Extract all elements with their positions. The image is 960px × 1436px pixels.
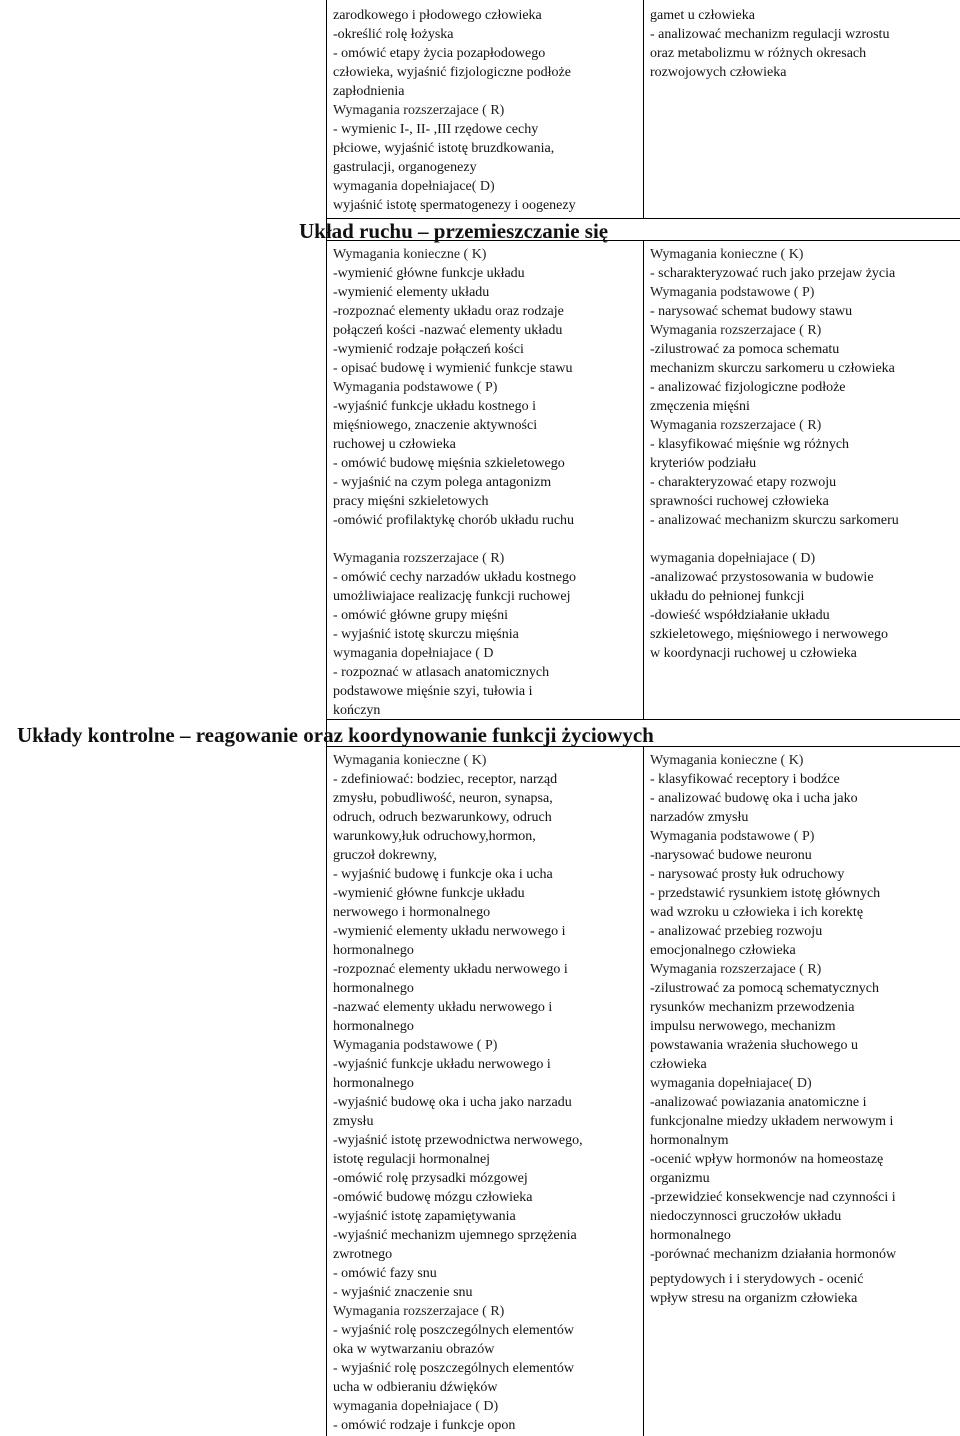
text-line: -zilustrować za pomocą schematycznych <box>650 981 879 996</box>
text-line: sprawności ruchowej człowieka <box>650 494 829 509</box>
text-line: rysunków mechanizm przewodzenia <box>650 1000 855 1015</box>
text-line: niedoczynnosci gruczołów układu <box>650 1209 842 1224</box>
text-line: -rozpoznać elementy układu nerwowego i <box>333 962 568 977</box>
text-line: -określić rolę łożyska <box>333 27 454 42</box>
text-line: -wymienić elementy układu <box>333 285 490 300</box>
text-line: Wymagania rozszerzajace ( R) <box>650 323 822 338</box>
text-line: człowieka <box>650 1057 707 1072</box>
text-line: -ocenić wpływ hormonów na homeostazę <box>650 1152 884 1167</box>
text-line: - wymienic I-, II- ,III rzędowe cechy <box>333 122 539 137</box>
text-line: wymagania dopełniajace( D) <box>650 1076 812 1091</box>
text-line: -omówić budowę mózgu człowieka <box>333 1190 533 1205</box>
text-line: wymagania dopełniajace ( D) <box>333 1399 499 1414</box>
text-line: hormonalnego <box>333 981 414 996</box>
text-line: - omówić główne grupy mięśni <box>333 608 508 623</box>
text-line: -wyjaśnić istotę zapamiętywania <box>333 1209 516 1224</box>
column-divider-top <box>643 0 644 218</box>
s1-right-column-b <box>650 549 888 663</box>
text-line: hormonalnym <box>650 1133 729 1148</box>
text-line: peptydowych i i sterydowych - ocenić <box>650 1272 864 1287</box>
section-title-uklady-kontrolne: Układy kontrolne – reagowanie oraz koordynowanie funkcji życiowych <box>17 723 654 747</box>
text-line: połączeń kości -nazwać elementy układu <box>333 323 563 338</box>
text-line: - wyjaśnić budowę i funkcje oka i ucha <box>333 867 553 882</box>
text-line: gruczoł dokrewny, <box>333 848 438 863</box>
text-line: Wymagania rozszerzajace ( R) <box>333 551 505 566</box>
text-line: - omówić budowę mięśnia szkieletowego <box>333 456 565 471</box>
text-line: szkieletowego, mięśniowego i nerwowego <box>650 627 888 642</box>
text-line: Wymagania rozszerzajace ( R) <box>650 962 822 977</box>
text-line: - wyjaśnić znaczenie snu <box>333 1285 473 1300</box>
text-line: - rozpoznać w atlasach anatomicznych <box>333 665 550 680</box>
text-line: Wymagania rozszerzajace ( R) <box>333 103 505 118</box>
text-line: - omówić cechy narzadów układu kostnego <box>333 570 576 585</box>
text-line: - analizować budowę oka i ucha jako <box>650 791 858 806</box>
text-line: Wymagania konieczne ( K) <box>650 753 804 768</box>
text-line: - wyjaśnić rolę poszczególnych elementów <box>333 1361 575 1376</box>
text-line: oraz metabolizmu w różnych okresach <box>650 46 867 61</box>
text-line: -wyjaśnić budowę oka i ucha jako narzadu <box>333 1095 572 1110</box>
text-line: nerwowego i hormonalnego <box>333 905 491 920</box>
text-line: wymagania dopełniajace ( D <box>333 646 494 661</box>
text-line: -zilustrować za pomoca schematu <box>650 342 840 357</box>
text-line: gastrulacji, organogenezy <box>333 160 477 175</box>
text-line: gamet u człowieka <box>650 8 755 23</box>
text-line: ruchowej u człowieka <box>333 437 456 452</box>
text-line: Wymagania podstawowe ( P) <box>650 829 815 844</box>
text-line: mięśniowego, znaczenie aktywności <box>333 418 538 433</box>
text-line: - omówić fazy snu <box>333 1266 437 1281</box>
text-line: -omówić rolę przysadki mózgowej <box>333 1171 528 1186</box>
text-line: - wyjaśnić na czym polega antagonizm <box>333 475 552 490</box>
text-line: -wymienić główne funkcje układu <box>333 886 525 901</box>
section-title-uklad-ruchu: Układ ruchu – przemieszczanie się <box>299 219 609 243</box>
text-line: wyjaśnić istotę spermatogenezy i oogenezy <box>333 198 576 213</box>
text-line: - narysować schemat budowy stawu <box>650 304 853 319</box>
text-line: zwrotnego <box>333 1247 393 1262</box>
text-line: wymagania dopełniajace( D) <box>333 179 495 194</box>
text-line: układu do pełnionej funkcji <box>650 589 805 604</box>
text-line: Wymagania podstawowe ( P) <box>333 1038 498 1053</box>
text-line: -nazwać elementy układu nerwowego i <box>333 1000 553 1015</box>
s1-right-column-a <box>650 245 899 530</box>
s2-right-column-a <box>650 751 896 1264</box>
s2-right-column-b <box>650 1270 863 1308</box>
text-line: -wymienić rodzaje połączeń kości <box>333 342 524 357</box>
text-line: Wymagania konieczne ( K) <box>650 247 804 262</box>
text-line: hormonalnego <box>650 1228 731 1243</box>
text-line: -analizować przystosowania w budowie <box>650 570 874 585</box>
text-line: wpływ stresu na organizm człowieka <box>650 1291 858 1306</box>
top-right-column <box>650 6 889 82</box>
text-line: -narysować budowe neuronu <box>650 848 812 863</box>
text-line: kończyn <box>333 703 381 718</box>
column-divider <box>643 240 644 719</box>
text-line: człowieka, wyjaśnić fizjologiczne podłoże <box>333 65 571 80</box>
text-line: umożliwiajace realizację funkcji ruchowej <box>333 589 571 604</box>
s1-left-column-a <box>333 245 574 530</box>
text-line: zmęczenia mięśni <box>650 399 750 414</box>
text-line: powstawania wrażenia słuchowego u <box>650 1038 858 1053</box>
text-line: -dowieść współdziałanie układu <box>650 608 830 623</box>
text-line: - narysować prosty łuk odruchowy <box>650 867 845 882</box>
text-line: - klasyfikować mięśnie wg różnych <box>650 437 850 452</box>
text-line: - wyjaśnić rolę poszczególnych elementów <box>333 1323 575 1338</box>
text-line: - przedstawić rysunkiem istotę głównych <box>650 886 881 901</box>
text-line: - opisać budowę i wymienić funkcje stawu <box>333 361 573 376</box>
text-line: -analizować powiazania anatomiczne i <box>650 1095 867 1110</box>
s2-left-column <box>333 751 583 1435</box>
text-line: zapłodnienia <box>333 84 405 99</box>
text-line: -porównać mechanizm działania hormonów <box>650 1247 897 1262</box>
text-line: istotę regulacji hormonalnej <box>333 1152 491 1167</box>
text-line: - klasyfikować receptory i bodźce <box>650 772 840 787</box>
text-line: -wymienić elementy układu nerwowego i <box>333 924 566 939</box>
text-line: - scharakteryzować ruch jako przejaw życia <box>650 266 896 281</box>
text-line: mechanizm skurczu sarkomeru u człowieka <box>650 361 895 376</box>
text-line: Wymagania podstawowe ( P) <box>650 285 815 300</box>
text-line: zmysłu <box>333 1114 374 1129</box>
text-line: -przewidzieć konsekwencje nad czynności i <box>650 1190 896 1205</box>
text-line: zmysłu, pobudliwość, neuron, synapsa, <box>333 791 553 806</box>
text-line: Wymagania rozszerzajace ( R) <box>650 418 822 433</box>
text-line: pracy mięśni szkieletowych <box>333 494 489 509</box>
text-line: emocjonalnego człowieka <box>650 943 796 958</box>
text-line: hormonalnego <box>333 1019 414 1034</box>
text-line: Wymagania podstawowe ( P) <box>333 380 498 395</box>
text-line: w koordynacji ruchowej u człowieka <box>650 646 857 661</box>
text-line: organizmu <box>650 1171 710 1186</box>
text-line: rozwojowych człowieka <box>650 65 787 80</box>
text-line: -wyjaśnić funkcje układu nerwowego i <box>333 1057 551 1072</box>
text-line: wymagania dopełniajace ( D) <box>650 551 816 566</box>
text-line: oka w wytwarzaniu obrazów <box>333 1342 495 1357</box>
text-line: - charakteryzować etapy rozwoju <box>650 475 837 490</box>
text-line: warunkowy,łuk odruchowy,hormon, <box>333 829 536 844</box>
text-line: - omówić etapy życia pozapłodowego <box>333 46 546 61</box>
text-line: funkcjonalne miedzy układem nerwowym i <box>650 1114 894 1129</box>
text-line: -rozpoznać elementy układu oraz rodzaje <box>333 304 564 319</box>
text-line: - omówić rodzaje i funkcje opon <box>333 1418 516 1433</box>
text-line: -wyjaśnić mechanizm ujemnego sprzężenia <box>333 1228 577 1243</box>
text-line: hormonalnego <box>333 943 414 958</box>
text-line: odruch, odruch bezwarunkowy, odruch <box>333 810 552 825</box>
text-line: -wyjaśnić funkcje układu kostnego i <box>333 399 536 414</box>
top-left-column <box>333 6 576 215</box>
text-line: -wymienić główne funkcje układu <box>333 266 525 281</box>
text-line: - analizować fizjologiczne podłoże <box>650 380 846 395</box>
text-line: - analizować mechanizm regulacji wzrostu <box>650 27 890 42</box>
text-line: impulsu nerwowego, mechanizm <box>650 1019 836 1034</box>
column-divider <box>643 746 644 1436</box>
text-line: - zdefiniować: bodziec, receptor, narząd <box>333 772 558 787</box>
text-line: narzadów zmysłu <box>650 810 749 825</box>
text-line: zarodkowego i płodowego człowieka <box>333 8 542 23</box>
text-line: hormonalnego <box>333 1076 414 1091</box>
text-line: podstawowe mięśnie szyi, tułowia i <box>333 684 533 699</box>
text-line: -wyjaśnić istotę przewodnictwa nerwowego, <box>333 1133 583 1148</box>
text-line: ucha w odbieraniu dźwięków <box>333 1380 498 1395</box>
text-line: płciowe, wyjaśnić istotę bruzdkowania, <box>333 141 555 156</box>
s1-left-column-b <box>333 549 576 720</box>
text-line: -omówić profilaktykę chorób układu ruchu <box>333 513 575 528</box>
text-line: - analizować mechanizm skurczu sarkomeru <box>650 513 899 528</box>
text-line: kryteriów podziału <box>650 456 757 471</box>
text-line: - analizować przebieg rozwoju <box>650 924 823 939</box>
text-line: wad wzroku u człowieka i ich korektę <box>650 905 864 920</box>
text-line: Wymagania rozszerzajace ( R) <box>333 1304 505 1319</box>
text-line: Wymagania konieczne ( K) <box>333 247 487 262</box>
text-line: Wymagania konieczne ( K) <box>333 753 487 768</box>
text-line: - wyjaśnić istotę skurczu mięśnia <box>333 627 519 642</box>
